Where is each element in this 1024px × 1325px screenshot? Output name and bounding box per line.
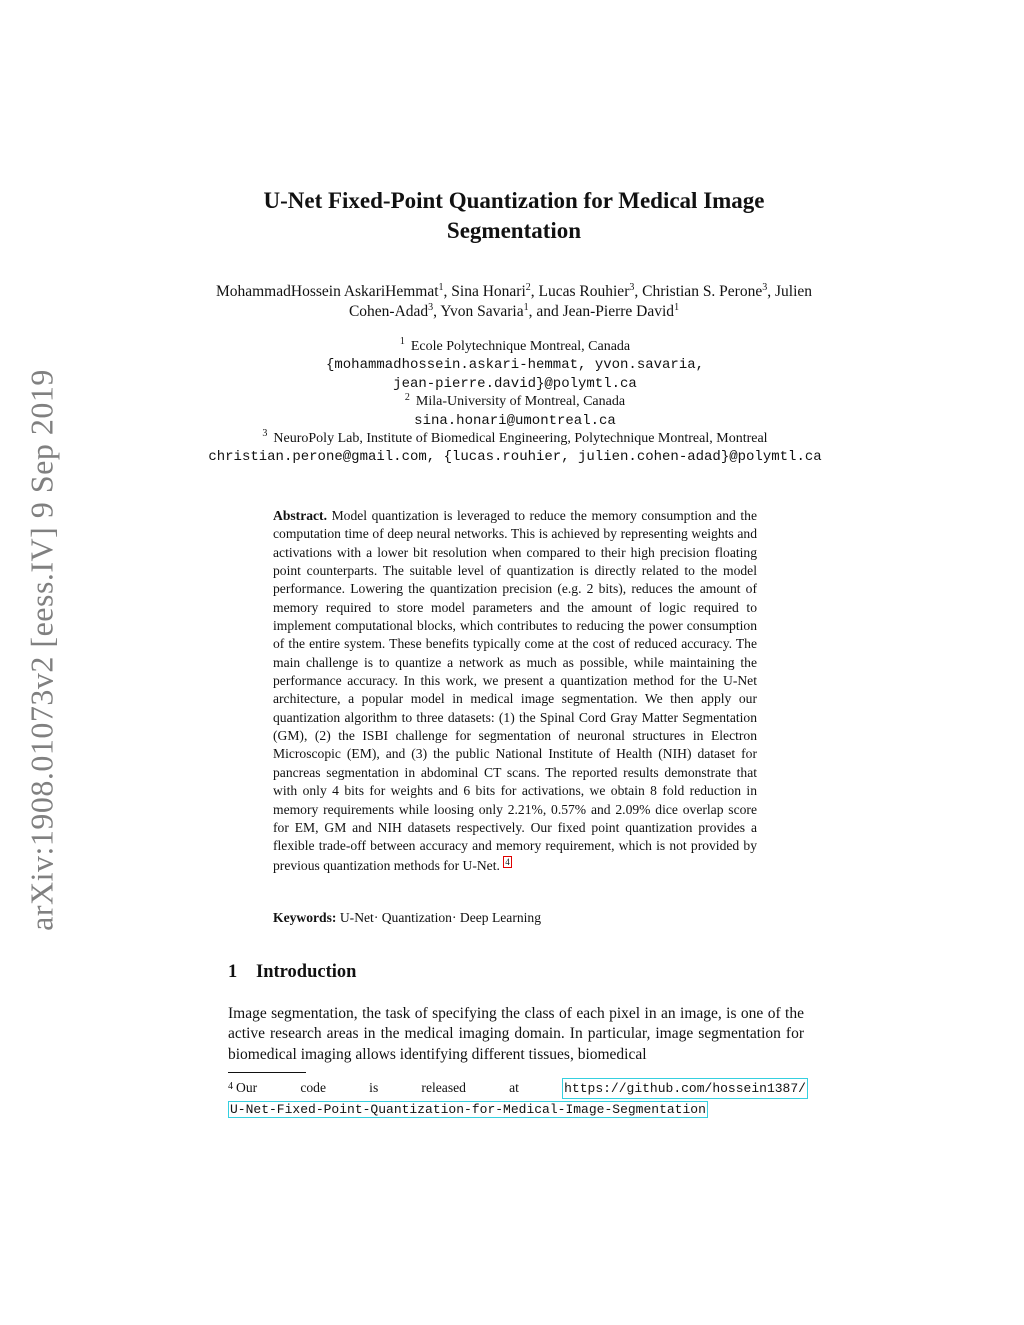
footnote-word: released	[421, 1080, 466, 1095]
author-affiliation-mark: 1	[523, 301, 529, 313]
affiliation-name: Mila-University of Montreal, Canada	[415, 394, 626, 410]
section-heading	[228, 962, 356, 983]
intro-paragraph: Image segmentation, the task of specifying the class of each pixel in an image, is one of the active research areas in the medical imaging domain. In particular, image segmentation for biomedical imaging allows identifying different tissues, biomedical	[228, 1005, 804, 1063]
author: Christian S. Perone	[642, 283, 763, 300]
affiliations	[150, 338, 880, 467]
footnote-word: code	[300, 1080, 326, 1095]
author: Lucas Rouhier	[538, 283, 630, 300]
code-url-link-continued[interactable]: U-Net-Fixed-Point-Quantization-for-Medical-Image-Segmentation	[230, 1102, 706, 1117]
keywords-text: U-Net· Quantization· Deep Learning	[339, 910, 542, 925]
author: Jean-Pierre David	[562, 303, 675, 320]
author-affiliation-mark: 3	[428, 301, 434, 313]
author-list	[214, 282, 814, 322]
code-url-link[interactable]: https://github.com/hossein1387/	[562, 1078, 808, 1099]
author-separator: ,	[634, 283, 643, 300]
affiliation-name: NeuroPoly Lab, Institute of Biomedical Engineering, Polytechnique Montreal, Montreal	[273, 431, 768, 447]
author-separator: ,	[530, 283, 539, 300]
footnote-word	[228, 1077, 257, 1097]
affiliation-name: Ecole Polytechnique Montreal, Canada	[410, 339, 631, 354]
author: Sina Honari	[451, 283, 526, 300]
affiliation-3	[150, 430, 880, 448]
author: MohammadHossein AskariHemmat	[215, 283, 439, 300]
keywords-label: Keywords:	[273, 910, 337, 925]
affiliation-1-email: {mohammadhossein.askari-hemmat, yvon.savaria,	[325, 357, 705, 374]
author: Julien Cohen-Adad	[348, 283, 813, 320]
author-separator: , and	[528, 303, 563, 320]
author-separator: ,	[767, 283, 775, 300]
section-title: Introduction	[256, 962, 357, 982]
affiliation-number: 2	[404, 391, 410, 403]
footnote-word: at	[509, 1080, 519, 1095]
abstract	[273, 507, 757, 875]
keywords	[273, 910, 757, 926]
footnote	[228, 1077, 808, 1119]
author-affiliation-mark: 1	[674, 301, 680, 313]
affiliation-number: 3	[262, 428, 268, 440]
affiliation-3-email: christian.perone@gmail.com, {lucas.rouhier, julien.cohen-adad}@polymtl.ca	[208, 449, 822, 466]
abstract-text: Model quantization is leveraged to reduce the memory consumption and the computation time of deep neural networks. This is achieved by representing weights and activations with a lower bit resolution when compared to their high precision floating point counterparts. The suitable level of quantization is directly related to the model performance. Lowering the quantization precision (e.g. 2 bits), reduces the amount of memory required to store model parameters and the amount of logic required to implement computational blocks, which contributes to reducing the power consumption of the entire system. These benefits typically come at the cost of reduced accuracy. The main challenge is to quantize a network as much as possible, while maintaining the performance accuracy. In this work, we present a quantization method for the U-Net architecture, a popular model in medical image segmentation. We then apply our quantization algorithm to three datasets: (1) the Spinal Cord Gray Matter Segmentation (GM), (2) the ISBI challenge for segmentation of neuronal structures in Electron Microscopic (EM), and (3) the public National Institute of Health (NIH) dataset for pancreas segmentation in abdominal CT scans. The reported results demonstrate that with only 4 bits for weights and 6 bits for activations, we obtain 8 fold reduction in memory requirements while loosing only 2.21%, 0.57% and 2.09% dice overlap score for EM, GM and NIH datasets respectively. Our fixed point quantization provides a flexible trade-off between accuracy and memory requirement, which is not provided by previous quantization methods for U-Net.	[273, 508, 758, 873]
author-affiliation-mark: 3	[629, 281, 635, 293]
paper-title: U-Net Fixed-Point Quantization for Medical Image Segmentation	[263, 188, 765, 243]
footnote-word-text: Our	[236, 1080, 258, 1095]
footnote-rule	[228, 1072, 306, 1073]
affiliation-1-email-cont: jean-pierre.david}@polymtl.ca	[393, 375, 637, 392]
author-affiliation-mark: 1	[438, 281, 444, 293]
footnote-reference-link[interactable]: 4	[505, 856, 510, 867]
footnote-word: is	[369, 1080, 379, 1095]
arxiv-identifier: arXiv:1908.01073v2 [eess.IV] 9 Sep 2019	[23, 369, 60, 931]
affiliation-2-email: sina.honari@umontreal.ca	[414, 412, 616, 429]
author-affiliation-mark: 3	[762, 281, 768, 293]
affiliation-number: 1	[399, 336, 405, 348]
section-number: 1	[228, 962, 238, 982]
author-separator: ,	[433, 303, 441, 320]
footnote-line	[228, 1077, 808, 1099]
abstract-label: Abstract.	[273, 508, 327, 523]
affiliation-2	[150, 393, 880, 411]
author: Yvon Savaria	[440, 303, 524, 320]
footnote-mark: 4	[228, 1081, 233, 1092]
author-separator: ,	[443, 283, 452, 300]
footnote-line	[228, 1099, 808, 1119]
affiliation-1	[150, 338, 880, 356]
author-affiliation-mark: 2	[525, 281, 531, 293]
